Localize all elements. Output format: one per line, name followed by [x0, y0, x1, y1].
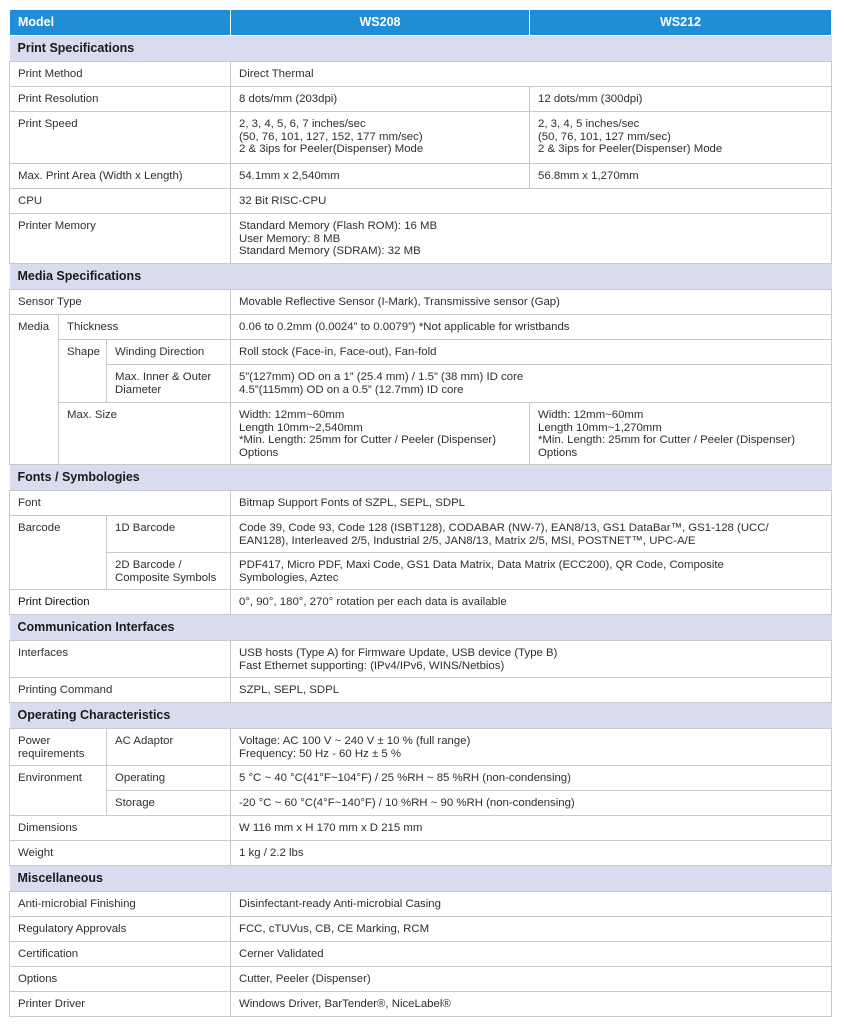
table-row: [10, 553, 832, 590]
row-value: Cerner Validated: [231, 942, 832, 967]
row-label: Interfaces: [10, 641, 231, 678]
row-label: Certification: [10, 942, 231, 967]
row-value: Windows Driver, BarTender®, NiceLabel®: [231, 992, 832, 1017]
section-title: Operating Characteristics: [10, 703, 832, 729]
table-row: [10, 766, 832, 791]
section-title: Media Specifications: [10, 264, 832, 290]
row-value: -20 °C ~ 60 °C(4°F~140°F) / 10 %RH ~ 90 %RH (non-condensing): [231, 791, 832, 816]
row-value: Code 39, Code 93, Code 128 (ISBT128), CODABAR (NW-7), EAN8/13, GS1 DataBar™, GS1-128 (UCC/ EAN128), Interleaved 2/5, Industrial 2/5, JAN8/13, Matrix 2/5, MSI, POSTNET™, UPC-A/E: [231, 516, 832, 553]
row-label: Dimensions: [10, 816, 231, 841]
value-ws212: 56.8mm x 1,270mm: [530, 164, 832, 189]
row-value: Bitmap Support Fonts of SZPL, SEPL, SDPL: [231, 491, 832, 516]
row-label: Max. Print Area (Width x Length): [10, 164, 231, 189]
table-row: [10, 917, 832, 942]
table-row: [10, 214, 832, 264]
section-title: Communication Interfaces: [10, 615, 832, 641]
table-row: [10, 112, 832, 164]
table-row: [10, 641, 832, 678]
row-label: Regulatory Approvals: [10, 917, 231, 942]
header-ws208: WS208: [231, 10, 530, 36]
row-label: Sensor Type: [10, 290, 231, 315]
section-title: Fonts / Symbologies: [10, 465, 832, 491]
row-value: Cutter, Peeler (Dispenser): [231, 967, 832, 992]
table-row: [10, 189, 832, 214]
section-print: [10, 36, 832, 62]
row-value: Disinfectant-ready Anti-microbial Casing: [231, 892, 832, 917]
table-row: [10, 816, 832, 841]
table-row: [10, 992, 832, 1017]
sub-label: 2D Barcode / Composite Symbols: [107, 553, 231, 590]
row-label: Print Method: [10, 62, 231, 87]
table-row: [10, 841, 832, 866]
spec-table: [9, 9, 832, 1017]
table-row: [10, 967, 832, 992]
row-value: 0°, 90°, 180°, 270° rotation per each data is available: [231, 590, 832, 615]
table-row: [10, 516, 832, 553]
sub-label: Operating: [107, 766, 231, 791]
sub-label: Max. Size: [59, 403, 231, 465]
row-label: Anti-microbial Finishing: [10, 892, 231, 917]
row-value: FCC, cTUVus, CB, CE Marking, RCM: [231, 917, 832, 942]
row-label: Print Resolution: [10, 87, 231, 112]
table-row: [10, 164, 832, 189]
row-label: Power requirements: [10, 729, 107, 766]
row-value: Roll stock (Face-in, Face-out), Fan-fold: [231, 340, 832, 365]
row-value: W 116 mm x H 170 mm x D 215 mm: [231, 816, 832, 841]
row-value: Voltage: AC 100 V ~ 240 V ± 10 % (full range) Frequency: 50 Hz - 60 Hz ± 5 %: [231, 729, 832, 766]
row-value: Direct Thermal: [231, 62, 832, 87]
section-misc: [10, 866, 832, 892]
sub-label: AC Adaptor: [107, 729, 231, 766]
row-label: Print Direction: [10, 590, 231, 615]
table-row: [10, 62, 832, 87]
row-value: USB hosts (Type A) for Firmware Update, USB device (Type B) Fast Ethernet supporting: (IPv4/IPv6, WINS/Netbios): [231, 641, 832, 678]
table-row: [10, 315, 832, 340]
row-label: Printing Command: [10, 678, 231, 703]
row-label: Font: [10, 491, 231, 516]
table-row: [10, 942, 832, 967]
row-value: 32 Bit RISC-CPU: [231, 189, 832, 214]
value-ws212: 12 dots/mm (300dpi): [530, 87, 832, 112]
header-ws212: WS212: [530, 10, 832, 36]
sub-label: Thickness: [59, 315, 231, 340]
row-value: 0.06 to 0.2mm (0.0024” to 0.0079”) *Not applicable for wristbands: [231, 315, 832, 340]
row-value: 5 °C ~ 40 °C(41°F~104°F) / 25 %RH ~ 85 %RH (non-condensing): [231, 766, 832, 791]
value-ws208: Width: 12mm~60mm Length 10mm~2,540mm *Min. Length: 25mm for Cutter / Peeler (Dispenser) Options: [231, 403, 530, 465]
value-ws208: 54.1mm x 2,540mm: [231, 164, 530, 189]
row-label: Media: [10, 315, 59, 465]
value-ws208: 8 dots/mm (203dpi): [231, 87, 530, 112]
row-label: Printer Driver: [10, 992, 231, 1017]
row-label: Environment: [10, 766, 107, 816]
row-value: PDF417, Micro PDF, Maxi Code, GS1 Data Matrix, Data Matrix (ECC200), QR Code, Composite Symbologies, Aztec: [231, 553, 832, 590]
row-label: CPU: [10, 189, 231, 214]
section-media: [10, 264, 832, 290]
table-row: [10, 403, 832, 465]
row-value: 1 kg / 2.2 lbs: [231, 841, 832, 866]
section-comm: [10, 615, 832, 641]
sub-sub-label: Winding Direction: [107, 340, 231, 365]
row-label: Weight: [10, 841, 231, 866]
value-ws208: 2, 3, 4, 5, 6, 7 inches/sec (50, 76, 101, 127, 152, 177 mm/sec) 2 & 3ips for Peeler(Dispenser) Mode: [231, 112, 530, 164]
table-row: [10, 365, 832, 403]
table-row: [10, 791, 832, 816]
table-row: [10, 491, 832, 516]
sub-label: Shape: [59, 340, 107, 403]
sub-label: Storage: [107, 791, 231, 816]
row-value: SZPL, SEPL, SDPL: [231, 678, 832, 703]
sub-label: 1D Barcode: [107, 516, 231, 553]
table-row: [10, 678, 832, 703]
header-row: [10, 10, 832, 36]
table-row: [10, 590, 832, 615]
section-title: Print Specifications: [10, 36, 832, 62]
table-row: [10, 340, 832, 365]
value-ws212: 2, 3, 4, 5 inches/sec (50, 76, 101, 127 mm/sec) 2 & 3ips for Peeler(Dispenser) Mode: [530, 112, 832, 164]
table-row: [10, 892, 832, 917]
header-model: Model: [10, 10, 231, 36]
row-label: Barcode: [10, 516, 107, 590]
row-label: Printer Memory: [10, 214, 231, 264]
row-value: Movable Reflective Sensor (I-Mark), Transmissive sensor (Gap): [231, 290, 832, 315]
sub-sub-label: Max. Inner & Outer Diameter: [107, 365, 231, 403]
section-operating: [10, 703, 832, 729]
row-value: Standard Memory (Flash ROM): 16 MB User Memory: 8 MB Standard Memory (SDRAM): 32 MB: [231, 214, 832, 264]
table-row: [10, 729, 832, 766]
row-label: Options: [10, 967, 231, 992]
value-ws212: Width: 12mm~60mm Length 10mm~1,270mm *Min. Length: 25mm for Cutter / Peeler (Dispenser) Options: [530, 403, 832, 465]
row-value: 5”(127mm) OD on a 1” (25.4 mm) / 1.5” (38 mm) ID core 4.5”(115mm) OD on a 0.5” (12.7mm) ID core: [231, 365, 832, 403]
table-row: [10, 87, 832, 112]
row-label: Print Speed: [10, 112, 231, 164]
section-title: Miscellaneous: [10, 866, 832, 892]
table-row: [10, 290, 832, 315]
section-fonts: [10, 465, 832, 491]
